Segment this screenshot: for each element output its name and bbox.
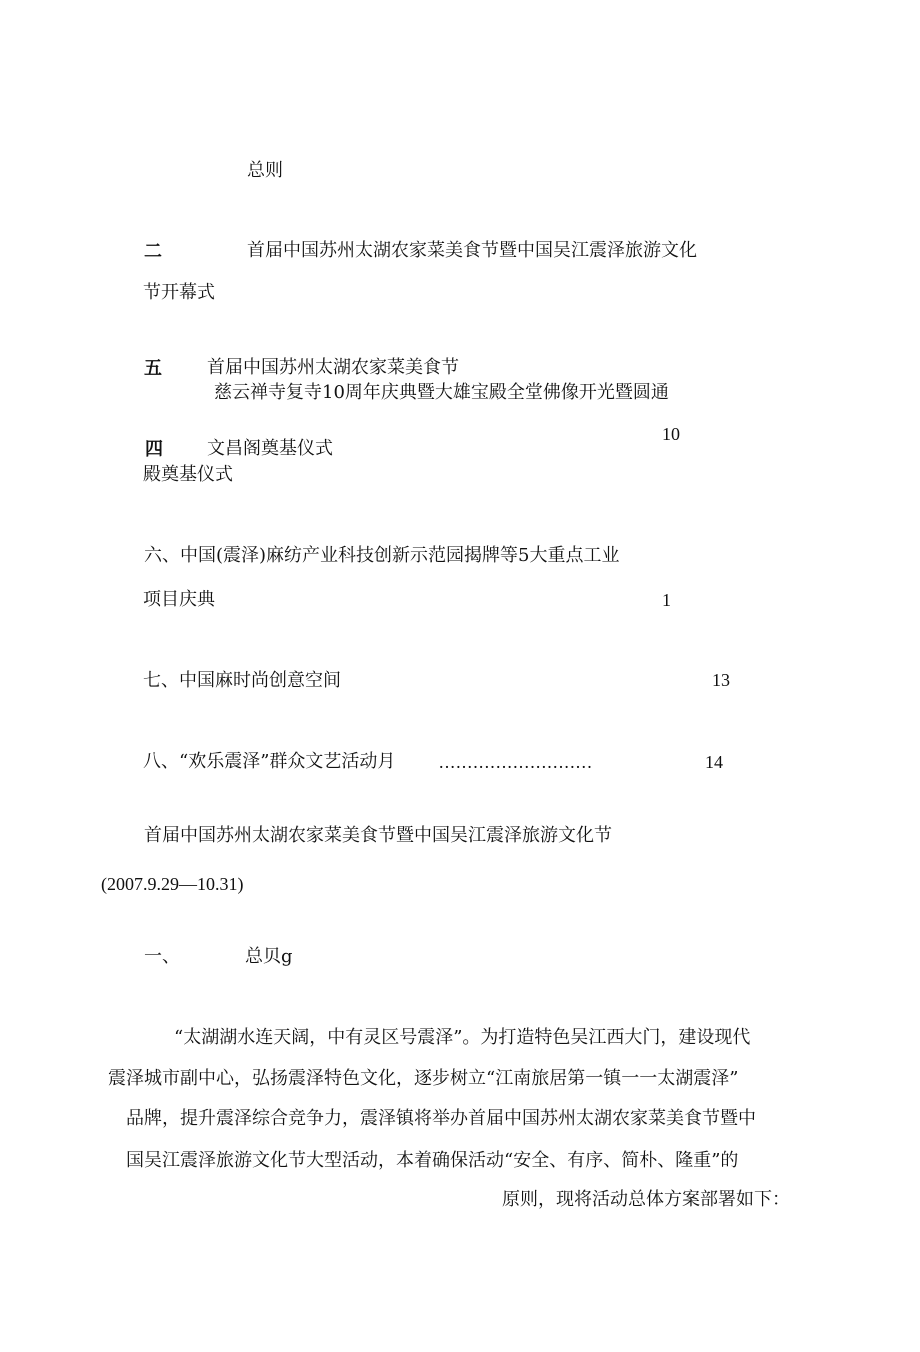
section-1-marker: 一、 [144, 946, 180, 967]
paragraph-line: 国吴江震泽旅游文化节大型活动，本着确保活动“安全、有序、简朴、隆重”的 [126, 1150, 739, 1171]
toc-item-4-continuation: 殿奠基仪式 [143, 464, 233, 485]
toc-item-8-leader: ........................... [439, 752, 593, 772]
section-1-heading: 总贝g [245, 946, 293, 967]
toc-heading: 总则 [247, 160, 283, 181]
toc-item-4-marker: 四 [145, 439, 163, 460]
paragraph-line: 品牌，提升震泽综合竞争力，震泽镇将举办首届中国苏州太湖农家菜美食节暨中 [126, 1108, 756, 1129]
toc-item-2-line2: 节开幕式 [143, 282, 215, 303]
toc-item-4-text: 文昌阁奠基仪式 [207, 438, 333, 459]
toc-item-2-line1: 首届中国苏州太湖农家菜美食节暨中国吴江震泽旅游文化 [247, 240, 697, 261]
toc-item-7-text: 七、中国麻时尚创意空间 [143, 670, 341, 691]
toc-item-6-line1: 六、中国(震泽)麻纺产业科技创新示范园揭牌等5大重点工业 [144, 545, 620, 566]
toc-item-5-marker: 五 [144, 358, 162, 379]
toc-item-2-marker: 二 [144, 241, 162, 262]
paragraph-line: “太湖湖水连天阔，中有灵区号震泽”。为打造特色吴江西大门，建设现代 [174, 1027, 751, 1048]
toc-item-8-page: 14 [705, 752, 723, 772]
paragraph-line: 原则，现将活动总体方案部署如下： [502, 1189, 790, 1210]
toc-item-8-text: 八、“欢乐震泽”群众文艺活动月 [143, 751, 396, 772]
paragraph-line: 震泽城市副中心，弘扬震泽特色文化，逐步树立“江南旅居第一镇一一太湖震泽” [108, 1068, 739, 1089]
document-title: 首届中国苏州太湖农家菜美食节暨中国吴江震泽旅游文化节 [144, 825, 612, 846]
toc-item-6-line2: 项目庆典 [143, 589, 215, 610]
toc-item-5-line1: 首届中国苏州太湖农家菜美食节 [207, 357, 459, 378]
toc-item-4-page: 10 [662, 424, 680, 444]
document-dates: (2007.9.29—10.31) [101, 874, 244, 894]
toc-item-7-page: 13 [712, 670, 730, 690]
toc-item-5-line2: 慈云禅寺复寺10周年庆典暨大雄宝殿全堂佛像开光暨圆通 [214, 382, 669, 403]
toc-item-6-page: 1 [662, 590, 671, 610]
